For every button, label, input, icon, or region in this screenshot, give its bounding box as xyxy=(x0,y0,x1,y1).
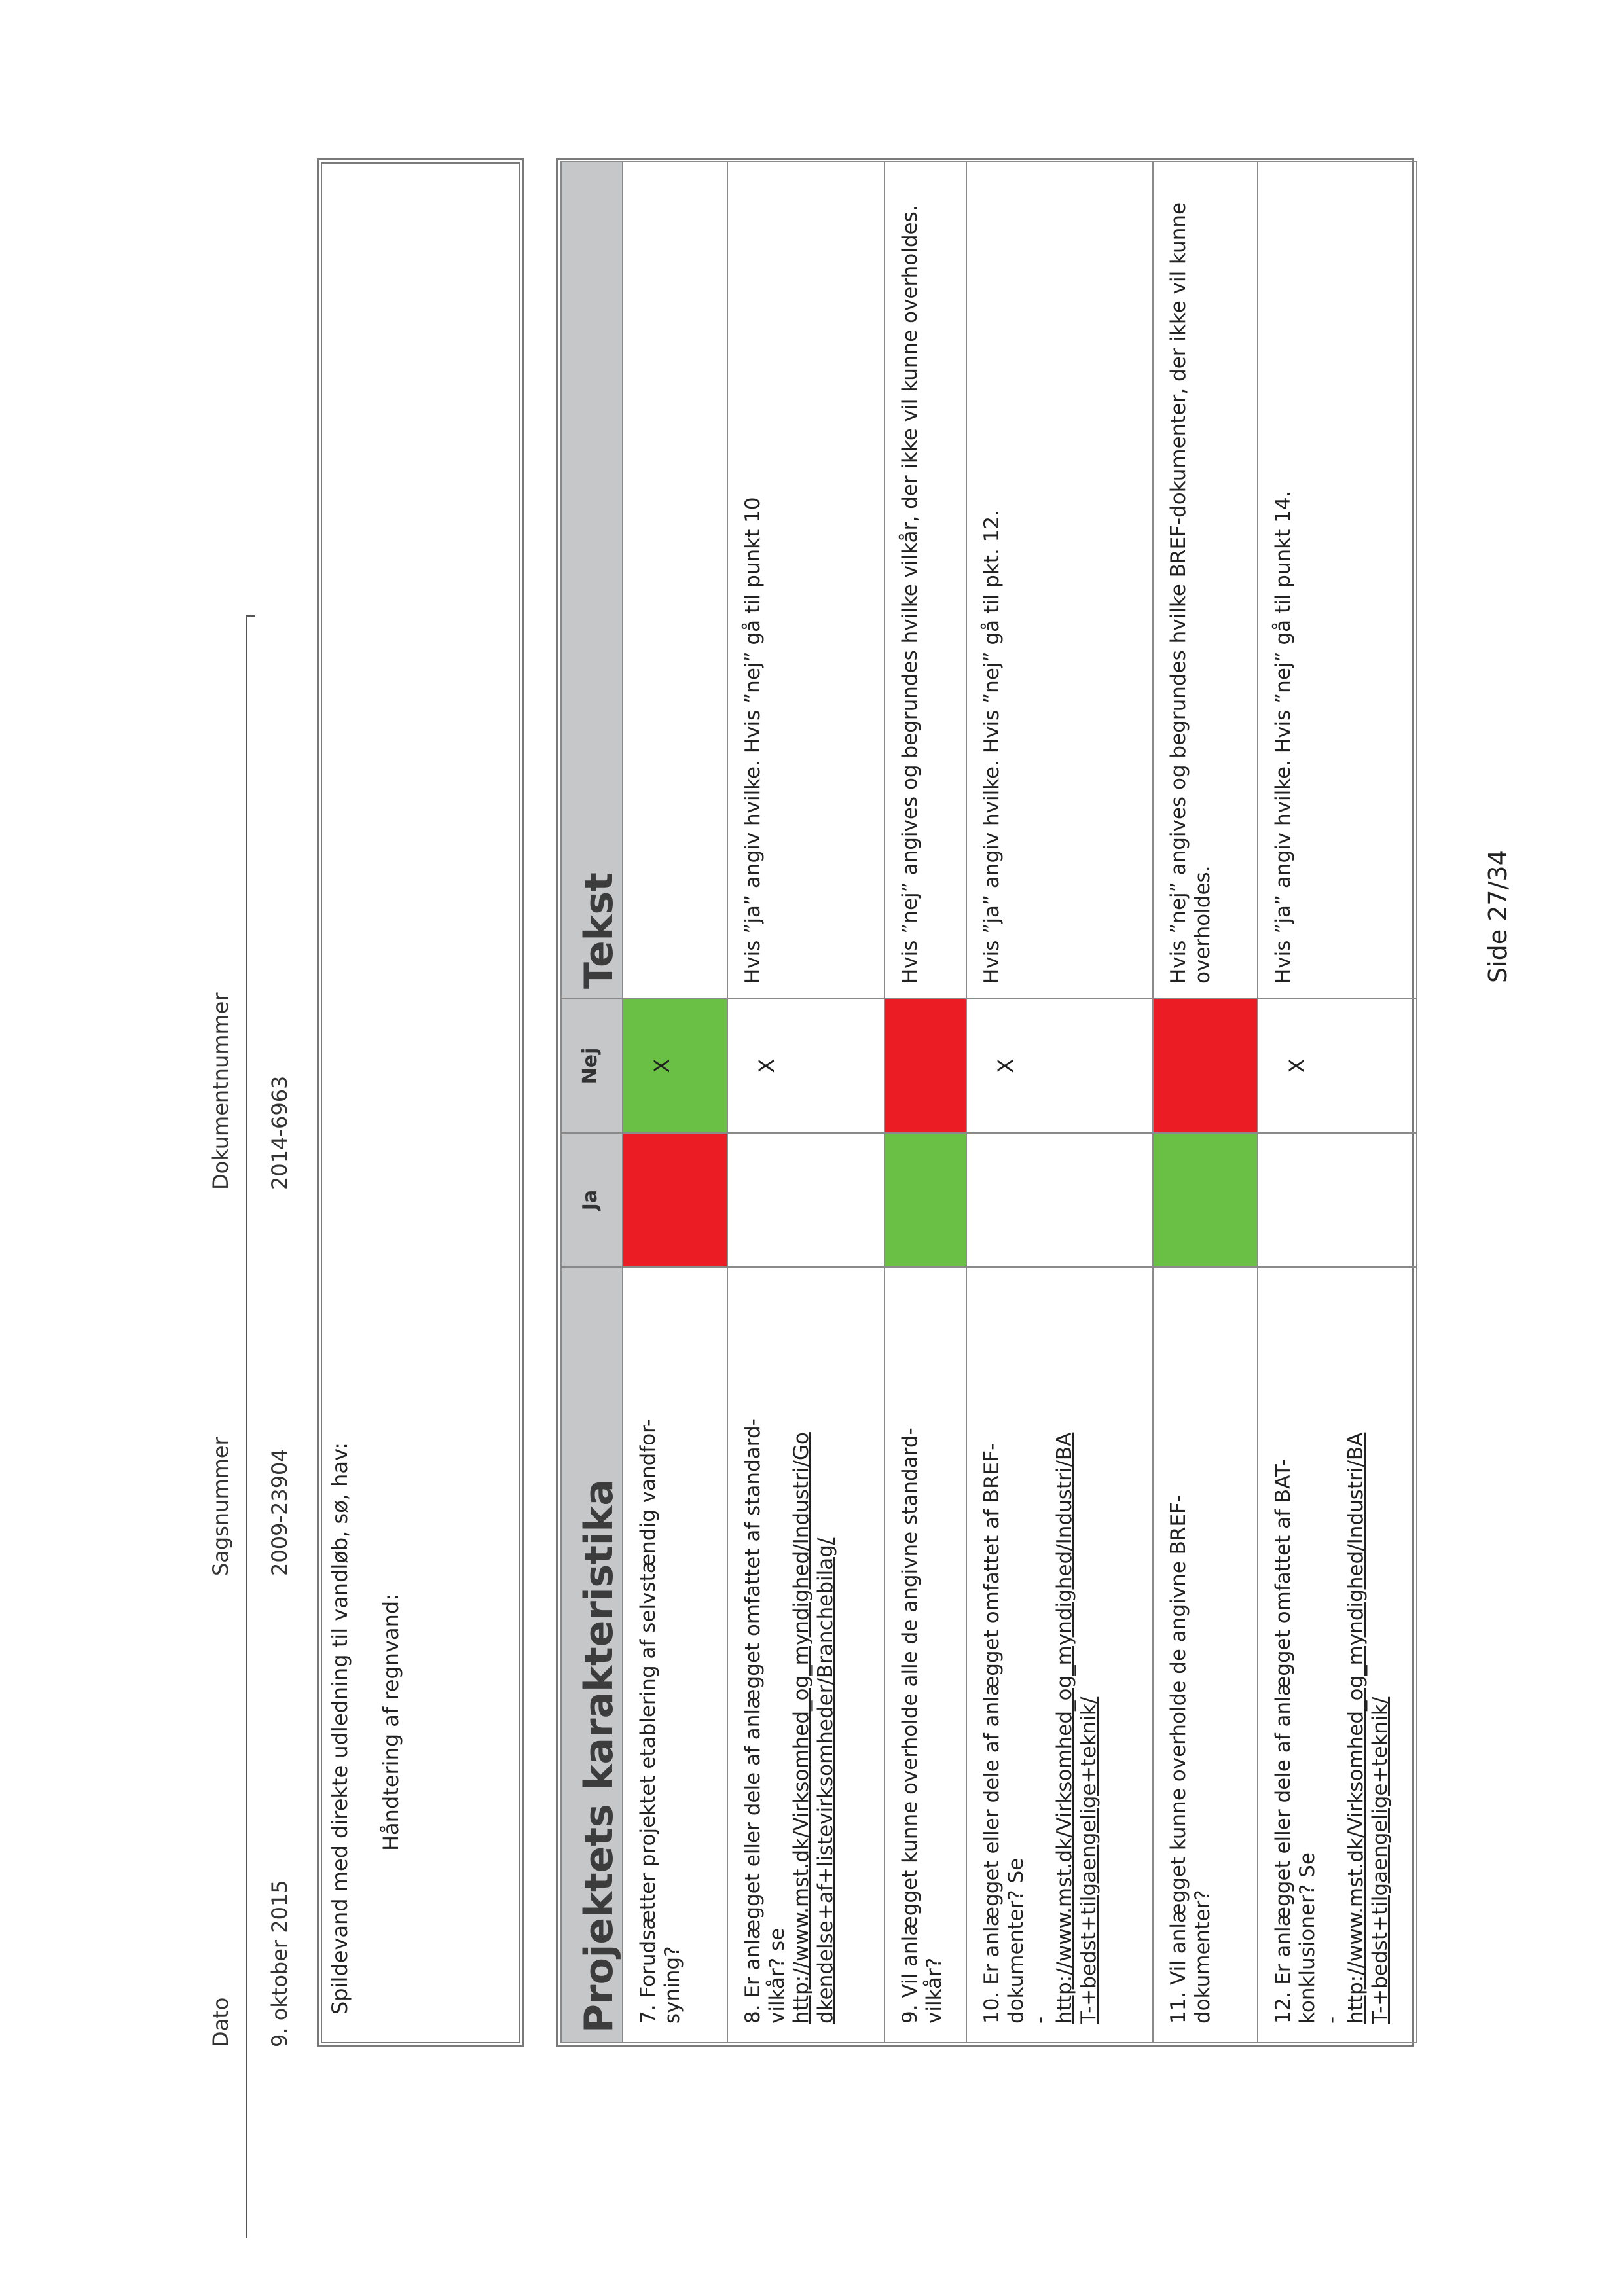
yes-cell xyxy=(966,1133,1153,1267)
bat-link[interactable]: T-+bedst+tilgaengelige+teknik/ xyxy=(1077,1696,1101,2024)
characteristics-table xyxy=(560,161,1417,2043)
list-dash: - xyxy=(1320,2016,1343,2024)
document-number-value: 2014-6963 xyxy=(267,1075,292,1190)
text-cell xyxy=(727,162,884,999)
page-number: Side 27/34 xyxy=(1484,850,1512,983)
table-row xyxy=(884,162,966,2043)
answer-text: Hvis ”ja” angiv hvilke. Hvis ”nej” gå til punkt 14. xyxy=(1271,490,1295,984)
no-cell: X xyxy=(727,999,884,1133)
question-text: 9. Vil anlægget kunne overholde alle de angivne standard- xyxy=(898,1427,922,2024)
case-label: Sagsnummer xyxy=(208,1437,233,1576)
text-cell xyxy=(1258,162,1417,999)
bat-link[interactable]: http://www.mst.dk/Virksomhed_og_myndighed/Industri/BA xyxy=(1344,1432,1368,2024)
question-cell xyxy=(884,1267,966,2043)
answer-text: Hvis ”ja” angiv hvilke. Hvis ”nej” gå til pkt. 12. xyxy=(980,510,1004,984)
answer-text: overholdes. xyxy=(1191,865,1214,984)
topbox-line-rainwater: Håndtering af regnvand: xyxy=(378,1593,403,1851)
question-text: 11. Vil anlægget kunne overholde de angivne BREF- xyxy=(1167,1494,1190,2024)
no-cell: X xyxy=(1258,999,1417,1133)
no-cell-red xyxy=(884,999,966,1133)
text-cell xyxy=(966,162,1153,999)
question-text: konklusioner? Se xyxy=(1296,1852,1319,2024)
no-cell-green: X xyxy=(623,999,727,1133)
question-cell xyxy=(623,1267,727,2043)
yes-cell-green xyxy=(884,1133,966,1267)
yes-cell xyxy=(1258,1133,1417,1267)
text-cell xyxy=(623,162,727,999)
table-row xyxy=(966,162,1153,2043)
case-value: 2009-23904 xyxy=(267,1448,292,1576)
header-rule-tick xyxy=(246,615,255,617)
question-text: 8. Er anlægget eller dele af anlægget omfattet af standard- xyxy=(741,1418,765,2024)
bref-link[interactable]: dkendelse+af+listevirksomheder/Branchebilag/ xyxy=(814,1537,837,2024)
header-rule xyxy=(246,617,247,2238)
topbox-line-wastewater: Spildevand med direkte udledning til vandløb, sø, hav: xyxy=(327,1443,352,2015)
list-dash: - xyxy=(1029,2016,1052,2024)
table-row xyxy=(727,162,884,2043)
text-cell xyxy=(884,162,966,999)
question-cell xyxy=(1258,1267,1417,2043)
no-cell: X xyxy=(966,999,1153,1133)
document-number-label: Dokumentnummer xyxy=(208,992,233,1190)
question-text: 12. Er anlægget eller dele af anlægget omfattet af BAT- xyxy=(1271,1458,1295,2024)
yes-cell-red xyxy=(623,1133,727,1267)
yes-cell xyxy=(727,1133,884,1267)
question-text: 7. Forudsætter projektet etablering af selvstændig vandfor- xyxy=(636,1418,660,2024)
bat-link[interactable]: T-+bedst+tilgaengelige+teknik/ xyxy=(1368,1696,1392,2024)
question-text: 10. Er anlægget eller dele af anlægget omfattet af BREF- xyxy=(980,1443,1004,2024)
answer-text: Hvis ”nej” angives og begrundes hvilke BREF-dokumenter, der ikke vil kunne xyxy=(1167,202,1190,984)
question-text: syning? xyxy=(661,1946,684,2024)
column-header-yes: Ja xyxy=(561,1133,623,1267)
table-header-row xyxy=(561,162,623,2043)
table-title: Projektets karakteristika xyxy=(561,1267,623,2043)
no-cell-red xyxy=(1153,999,1258,1133)
column-header-no: Nej xyxy=(561,999,623,1133)
yes-cell-green xyxy=(1153,1133,1258,1267)
table-row xyxy=(1258,162,1417,2043)
table-row xyxy=(1153,162,1258,2043)
question-text: dokumenter? Se xyxy=(1004,1857,1028,2024)
text-cell xyxy=(1153,162,1258,999)
date-label: Dato xyxy=(208,1997,233,2047)
question-cell xyxy=(727,1267,884,2043)
answer-text: Hvis ”nej” angives og begrundes hvilke vilkår, der ikke vil kunne overholdes. xyxy=(898,205,922,984)
question-text: vilkår? xyxy=(922,1957,946,2024)
date-value: 9. oktober 2015 xyxy=(267,1880,292,2047)
bref-link[interactable]: http://www.mst.dk/Virksomhed_og_myndighed/Industri/Go xyxy=(790,1432,813,2024)
column-header-text: Tekst xyxy=(561,162,623,999)
bat-link[interactable]: http://www.mst.dk/Virksomhed_og_myndighed/Industri/BA xyxy=(1053,1432,1076,2024)
question-text: dokumenter? xyxy=(1191,1890,1214,2024)
question-cell xyxy=(966,1267,1153,2043)
table-row xyxy=(623,162,727,2043)
answer-text: Hvis ”ja” angiv hvilke. Hvis ”nej” gå til punkt 10 xyxy=(741,497,765,984)
question-text: vilkår? se xyxy=(765,1928,789,2024)
question-cell xyxy=(1153,1267,1258,2043)
